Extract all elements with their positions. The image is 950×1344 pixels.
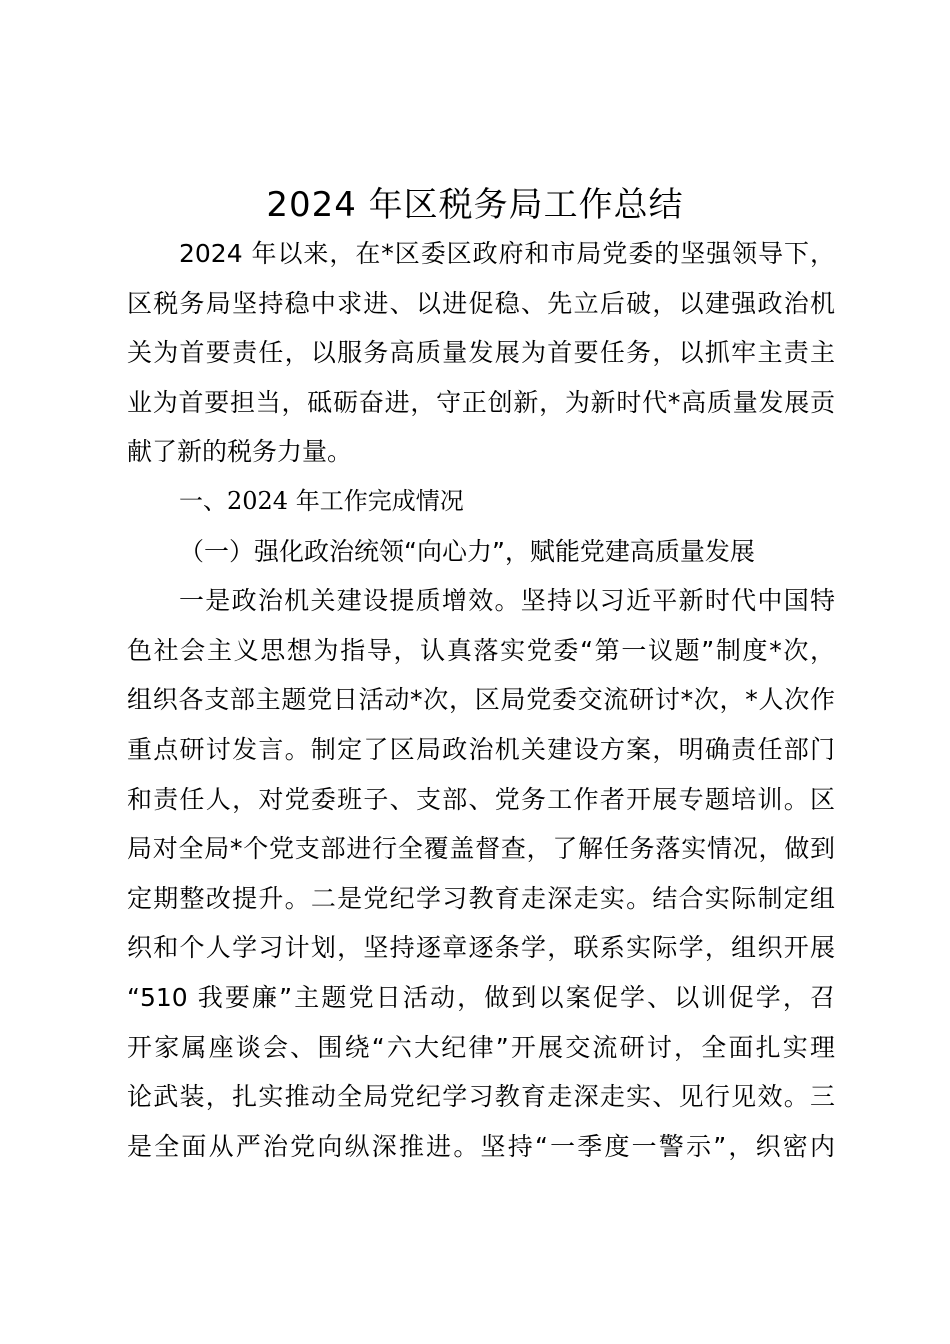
body-line: 色社会主义思想为指导，认真落实党委“第一议题”制度*次， [127,635,835,665]
document-body [127,229,835,1171]
body-line: 献了新的税务力量。 [127,437,353,467]
body-line: 论武装，扎实推动全局党纪学习教育走深走实、见行见效。三 [127,1082,835,1112]
body-line: “510 我要廉”主题党日活动，做到以案促学、以训促学，召 [127,982,835,1012]
body-line: 一是政治机关建设提质增效。坚持以习近平新时代中国特 [179,586,835,616]
body-line: 和责任人，对党委班子、支部、党务工作者开展专题培训。区 [127,784,835,814]
body-line: 2024 年以来，在*区委区政府和市局党委的坚强领导下， [179,239,835,268]
body-line: 织和个人学习计划，坚持逐章逐条学，联系实际学，组织开展 [127,933,835,963]
body-line: 定期整改提升。二是党纪学习教育走深走实。结合实际制定组 [127,883,835,913]
body-line: 局对全局*个党支部进行全覆盖督查，了解任务落实情况，做到 [127,834,835,864]
body-line: 组织各支部主题党日活动*次，区局党委交流研讨*次，*人次作 [127,685,835,715]
document-title: 2024 年区税务局工作总结 [266,185,684,225]
body-line: 区税务局坚持稳中求进、以进促稳、先立后破，以建强政治机 [127,288,835,318]
body-line: 业为首要担当，砥砺奋进，守正创新，为新时代*高质量发展贡 [127,387,835,417]
body-line: 关为首要责任，以服务高质量发展为首要任务，以抓牢主责主 [127,338,835,368]
body-line: 是全面从严治党向纵深推进。坚持“一季度一警示”，织密内 [127,1131,835,1161]
body-line: 开家属座谈会、围绕“六大纪律”开展交流研讨，全面扎实理 [127,1032,835,1062]
body-line: 重点研讨发言。制定了区局政治机关建设方案，明确责任部门 [127,734,835,764]
subsection-heading: （一）强化政治统领“向心力”，赋能党建高质量发展 [179,536,755,566]
section-heading: 一、2024 年工作完成情况 [179,486,464,515]
